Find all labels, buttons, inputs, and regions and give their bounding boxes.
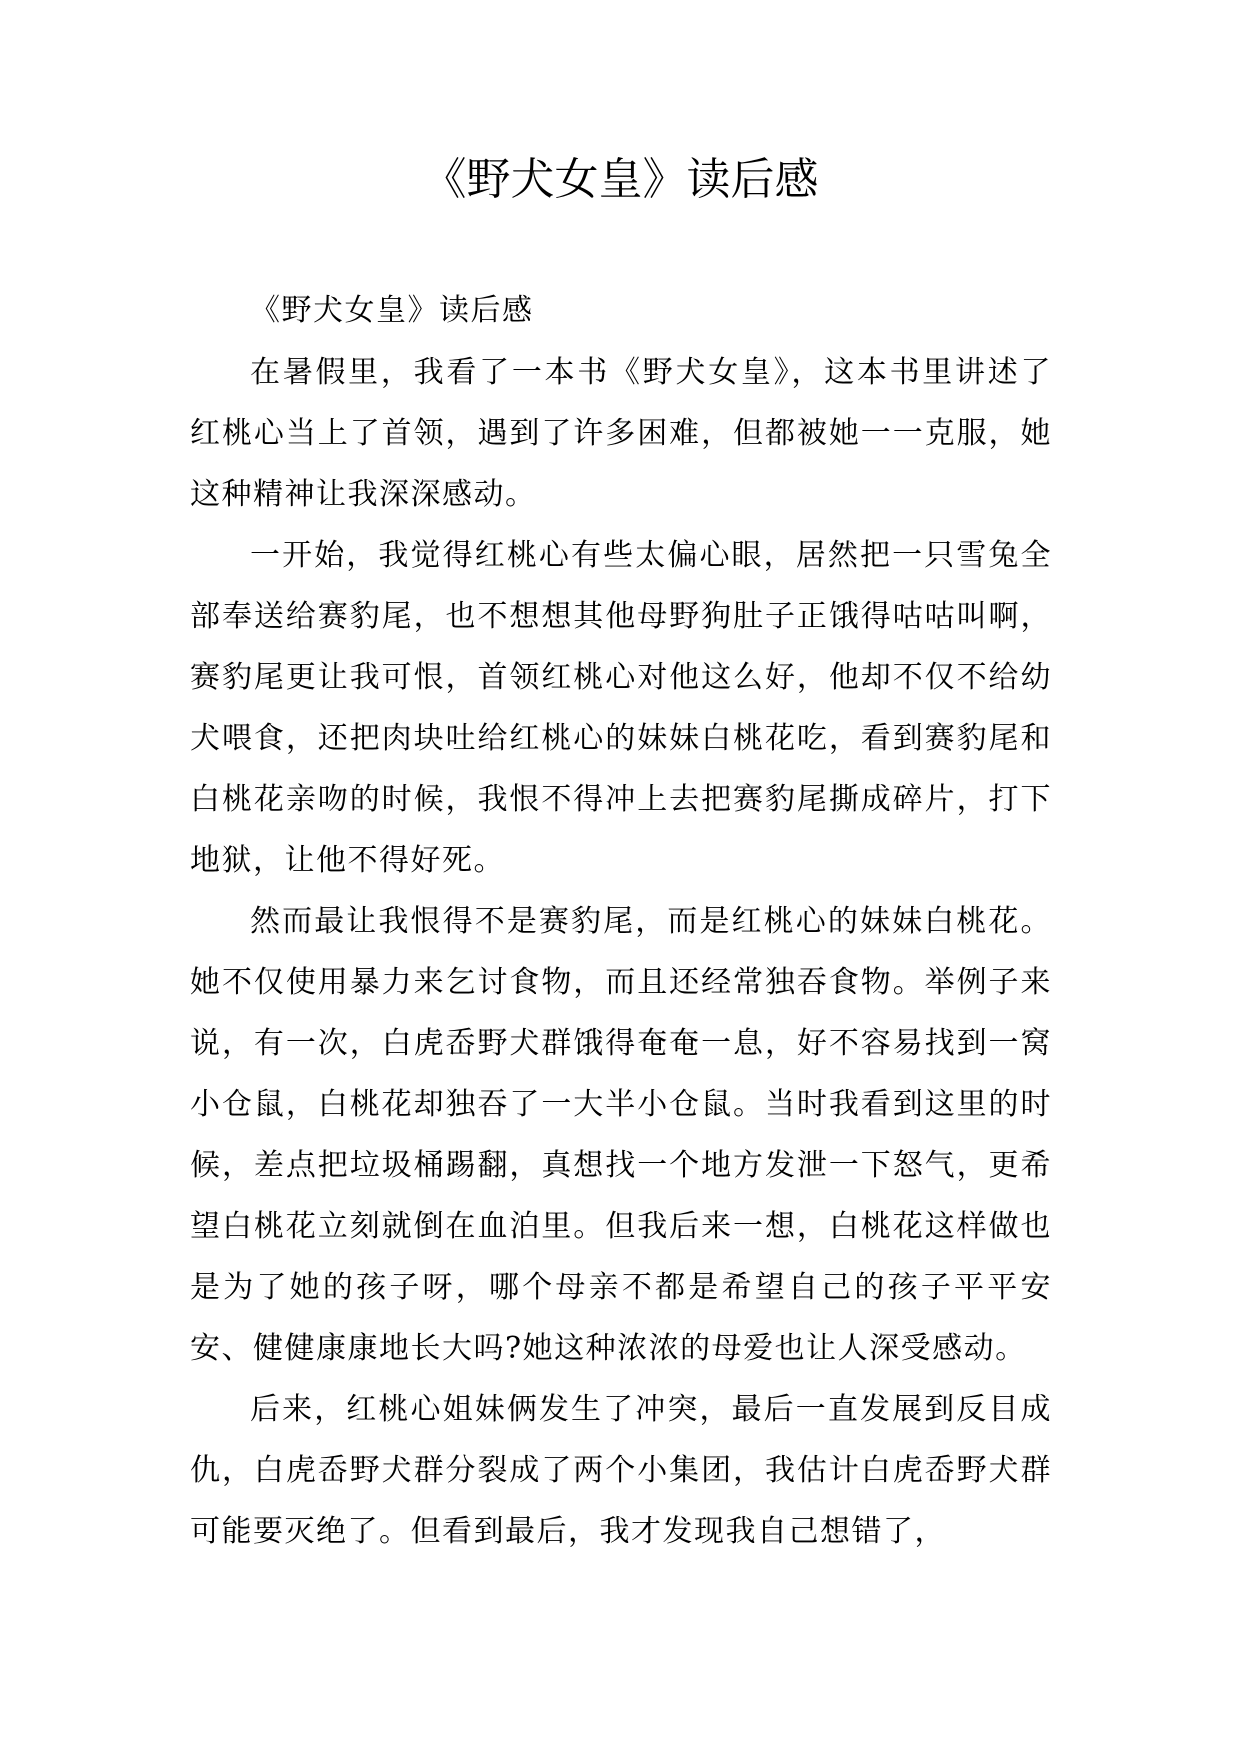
- document-title: 《野犬女皇》读后感: [422, 154, 819, 205]
- paragraph: 后来，红桃心姐妹俩发生了冲突，最后一直发展到反目成仇，白虎岙野犬群分裂成了两个小集团，我估计白虎岙野犬群可能要灭绝了。但看到最后，我才发现我自己想错了，: [190, 1392, 1052, 1549]
- document-body: [190, 280, 1052, 1562]
- paragraph: 然而最让我恨得不是赛豹尾，而是红桃心的妹妹白桃花。她不仅使用暴力来乞讨食物，而且还经常独吞食物。举例子来说，有一次，白虎岙野犬群饿得奄奄一息，好不容易找到一窝小仓鼠，白桃花却独吞了一大半小仓鼠。当时我看到这里的时候，差点把垃圾桶踢翻，真想找一个地方发泄一下怒气，更希望白桃花立刻就倒在血泊里。但我后来一想，白桃花这样做也是为了她的孩子呀，哪个母亲不都是希望自己的孩子平平安安、健健康康地长大吗?她这种浓浓的母爱也让人深受感动。: [190, 904, 1052, 1366]
- paragraph: 一开始，我觉得红桃心有些太偏心眼，居然把一只雪兔全部奉送给赛豹尾，也不想想其他母野狗肚子正饿得咕咕叫啊，赛豹尾更让我可恨，首领红桃心对他这么好，他却不仅不给幼犬喂食，还把肉块吐给红桃心的妹妹白桃花吃，看到赛豹尾和白桃花亲吻的时候，我恨不得冲上去把赛豹尾撕成碎片，打下地狱，让他不得好死。: [190, 538, 1052, 878]
- paragraph-subtitle: 《野犬女皇》读后感: [250, 293, 534, 328]
- paragraph: 在暑假里，我看了一本书《野犬女皇》，这本书里讲述了红桃心当上了首领，遇到了许多困难，但都被她一一克服，她这种精神让我深深感动。: [190, 355, 1052, 512]
